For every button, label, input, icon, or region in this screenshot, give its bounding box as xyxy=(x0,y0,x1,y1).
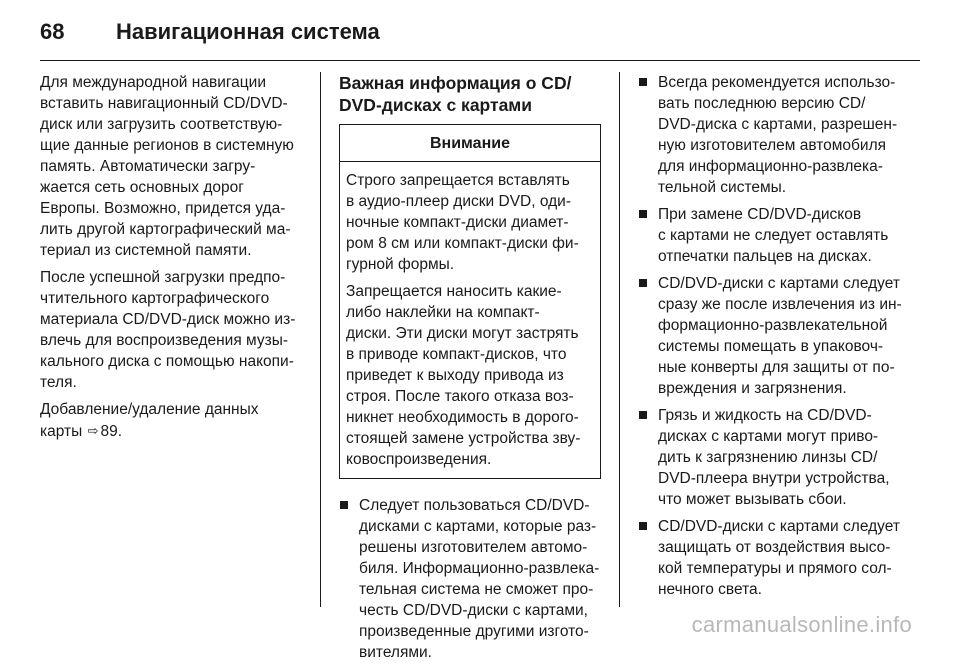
text-line: Всегда рекомендуется использо- xyxy=(658,74,896,91)
text-line: память. Автоматически загру- xyxy=(40,158,256,175)
text-line: материала CD/DVD-диск можно из- xyxy=(40,311,296,328)
paragraph-international-navigation xyxy=(40,72,308,261)
page-title: Навигационная система xyxy=(116,19,380,44)
text-line: жается сеть основных дорог xyxy=(40,179,244,196)
text-line: приведет к выходу привода из xyxy=(346,367,564,384)
text-line: После успешной загрузки предпо- xyxy=(40,269,286,286)
text-line: Европы. Возможно, придется уда- xyxy=(40,200,286,217)
list-item xyxy=(638,204,908,267)
text-line: вреждения и загрязнения. xyxy=(658,380,847,397)
text-line: вителями. xyxy=(359,644,432,661)
text-line: дисками с картами, которые раз- xyxy=(359,518,597,535)
text-line: териал из системной памяти. xyxy=(40,242,252,259)
warning-paragraph-2 xyxy=(346,281,594,470)
text-line: честь CD/DVD-диски с картами, xyxy=(359,602,588,619)
reference-label: карты xyxy=(40,423,83,440)
arrow-right-icon: ⇨ xyxy=(87,423,99,438)
text-line: щие данные регионов в системную xyxy=(40,137,294,154)
text-line: Добавление/удаление данных xyxy=(40,401,259,418)
page-number: 68 xyxy=(40,19,65,44)
text-line: кой температуры и прямого сол- xyxy=(658,560,892,577)
warning-body xyxy=(340,162,600,478)
text-line: Запрещается наносить какие- xyxy=(346,283,562,300)
bullet-square-icon xyxy=(639,411,647,419)
paragraph-map-data-reference xyxy=(40,399,308,442)
bullet-list xyxy=(339,495,601,663)
list-item xyxy=(638,273,908,399)
text-line: вать последнюю версию CD/ xyxy=(658,95,866,112)
text-line: дить к загрязнению линзы CD/ xyxy=(658,449,878,466)
text-line: DVD-плеера внутри устройства, xyxy=(658,470,890,487)
paragraph-after-loading xyxy=(40,267,308,393)
bullet-square-icon xyxy=(639,522,647,530)
reference-page: 89. xyxy=(100,423,123,440)
text-line: никнет необходимость в дорого- xyxy=(346,409,579,426)
text-line: ковоспроизведения. xyxy=(346,451,492,468)
warning-box xyxy=(339,124,601,479)
heading-line: DVD-дисках с картами xyxy=(339,95,533,115)
text-line: формационно-развлекательной xyxy=(658,317,888,334)
column-3 xyxy=(638,72,908,606)
text-line: для информационно-развлека- xyxy=(658,158,883,175)
list-item xyxy=(638,405,908,510)
bullet-square-icon xyxy=(639,279,647,287)
text-line: ные конверты для защиты от по- xyxy=(658,359,895,376)
text-line: системы помещать в упаковоч- xyxy=(658,338,884,355)
bullet-square-icon xyxy=(639,210,647,218)
column-divider-1 xyxy=(320,72,321,607)
text-line: нечного света. xyxy=(658,581,762,598)
bullet-list xyxy=(638,72,908,600)
text-line: Следует пользоваться CD/DVD- xyxy=(359,497,590,514)
column-divider-2 xyxy=(619,72,620,607)
text-line: стоящей замене устройства зву- xyxy=(346,430,581,447)
text-line: тельная система не сможет про- xyxy=(359,581,594,598)
text-line: ную изготовителем автомобиля xyxy=(658,137,887,154)
list-item xyxy=(638,72,908,198)
column-2 xyxy=(339,72,601,669)
text-line: Грязь и жидкость на CD/DVD- xyxy=(658,407,872,424)
text-line: произведенные другими изгото- xyxy=(359,623,589,640)
text-line: либо наклейки на компакт- xyxy=(346,304,540,321)
header-divider xyxy=(40,60,920,61)
page-reference-link[interactable] xyxy=(40,420,308,442)
text-line: При замене CD/DVD-дисков xyxy=(658,206,862,223)
text-line: диск или загрузить соответствую- xyxy=(40,116,283,133)
text-line: сразу же после извлечения из ин- xyxy=(658,296,902,313)
text-line: ром 8 см или компакт-диски фи- xyxy=(346,235,579,252)
section-heading xyxy=(339,72,601,116)
list-item xyxy=(638,516,908,600)
text-line: что может вызывать сбои. xyxy=(658,491,847,508)
text-line: биля. Информационно-развлека- xyxy=(359,560,600,577)
text-line: вставить навигационный CD/DVD- xyxy=(40,95,288,112)
text-line: тельной системы. xyxy=(658,179,787,196)
warning-paragraph-1 xyxy=(346,170,594,275)
text-line: гурной формы. xyxy=(346,256,455,273)
text-line: дисках с картами могут приво- xyxy=(658,428,879,445)
text-line: кального диска с помощью накопи- xyxy=(40,353,294,370)
text-line: решены изготовителем автомо- xyxy=(359,539,588,556)
text-line: теля. xyxy=(40,374,77,391)
site-watermark: carmanualsonline.info xyxy=(691,612,912,637)
text-line: влечь для воспроизведения музы- xyxy=(40,332,289,349)
text-line: CD/DVD-диски с картами следует xyxy=(658,518,900,535)
text-line: Строго запрещается вставлять xyxy=(346,172,570,189)
text-line: DVD-диска с картами, разрешен- xyxy=(658,116,898,133)
text-line: чтительного картографического xyxy=(40,290,270,307)
heading-line: Важная информация о CD/ xyxy=(339,73,572,93)
text-line: ночные компакт-диски диамет- xyxy=(346,214,569,231)
text-line: CD/DVD-диски с картами следует xyxy=(658,275,900,292)
bullet-square-icon xyxy=(340,501,348,509)
text-line: защищать от воздействия высо- xyxy=(658,539,891,556)
warning-heading: Внимание xyxy=(340,125,600,162)
text-line: Для международной навигации xyxy=(40,74,266,91)
list-item xyxy=(339,495,601,663)
text-line: в приводе компакт-дисков, что xyxy=(346,346,567,363)
text-line: строя. После такого отказа воз- xyxy=(346,388,574,405)
page-header xyxy=(40,14,380,50)
text-line: в аудио-плеер диски DVD, оди- xyxy=(346,193,571,210)
text-line: с картами не следует оставлять xyxy=(658,227,889,244)
column-1 xyxy=(40,72,308,448)
text-line: диски. Эти диски могут застрять xyxy=(346,325,579,342)
bullet-square-icon xyxy=(639,78,647,86)
text-line: лить другой картографический ма- xyxy=(40,221,291,238)
text-line: отпечатки пальцев на дисках. xyxy=(658,248,872,265)
